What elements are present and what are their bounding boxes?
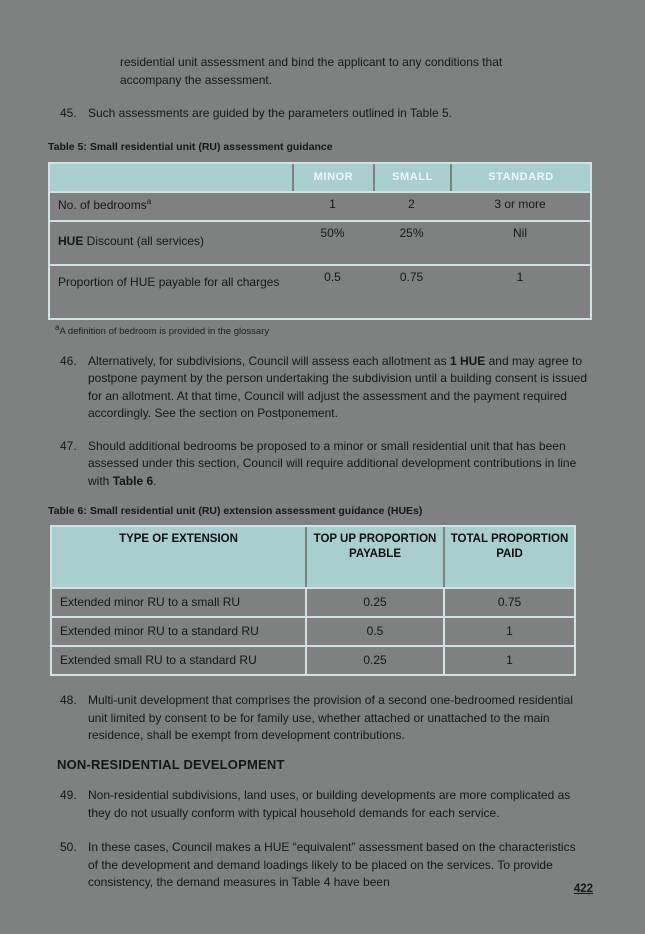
row-label-bold: HUE [58,233,84,248]
table5-header-small: SMALL [373,164,450,191]
table6-header-topup: TOP UP PROPORTION PAYABLE [305,527,443,587]
paragraph-50 [60,839,593,892]
table6-header-total: TOTAL PROPORTION PAID [443,527,574,587]
paragraph-text-pre: Should additional bedrooms be proposed to a minor or small residential unit that has been assessed under this section, Council will require additional development contributions in line with [88,438,577,488]
footnote-marker: a [55,322,60,332]
table5-footnote [55,322,593,338]
footnote-text: A definition of bedroom is provided in the glossary [59,325,270,337]
paragraph-number: 46. [60,353,77,368]
paragraph-49 [60,787,593,822]
section-heading-non-residential: NON-RESIDENTIAL DEVELOPMENT [57,756,285,772]
paragraph-48 [60,692,593,745]
paragraph-text: Such assessments are guided by the parameters outlined in Table 5. [88,106,452,120]
table6-row [52,645,574,674]
paragraph-text: In these cases, Council makes a HUE “equivalent” assessment based on the characteristics of the development and demand loadings likely to be placed on the services. To provide consistency, the demand measures in Table 4 have been [88,840,576,889]
paragraph-number: 49. [60,788,77,802]
cell-value: 0.5 [305,618,443,645]
table6-header-row [52,527,574,587]
table6-row [52,587,574,616]
table5-header-standard: STANDARD [450,164,590,191]
table5-row-bedrooms [50,191,590,220]
row-label: Proportion of HUE payable for all charges [58,274,280,289]
paragraph-text [88,353,588,423]
table5-header-minor: MINOR [292,164,373,191]
cell-value: 0.75 [399,269,424,284]
row-label [50,222,292,264]
cell-value: 1 [329,196,336,211]
paragraph-number: 50. [60,840,77,854]
cell-value: 1 [516,269,524,284]
paragraph-text: Non-residential subdivisions, land uses, or building developments are more complicated as they do not usually conform with typical household demands for each service. [88,788,571,820]
table6 [50,525,576,676]
cell-value: 50% [320,225,345,240]
paragraph-47 [60,438,593,491]
paragraph-number: 47. [60,438,77,453]
cell-value: 0.25 [305,647,443,674]
footnote-marker: a [146,196,152,206]
paragraph-number: 48. [60,693,77,707]
table6-row [52,616,574,645]
table5-header-empty [50,164,292,191]
paragraph-45 [60,105,593,123]
table5-header-row [50,164,590,191]
table6-header-type: TYPE OF EXTENSION [52,527,305,587]
cell-value: 1 [443,647,574,674]
paragraph-text: Multi-unit development that comprises the provision of a second one-bedroomed residential unit limited by consent to be for family use, whether attached or unattached to the main residence, shall be exempt from development contributions. [88,693,573,742]
row-label [50,193,292,220]
paragraph-text-post: . [153,473,157,488]
cell-value: 0.25 [305,589,443,616]
row-label: Extended minor RU to a standard RU [60,624,259,638]
table5-caption: Table 5: Small residential unit (RU) assessment guidance [48,140,333,153]
cell-value: Nil [513,225,527,240]
row-label: Extended small RU to a standard RU [60,653,257,667]
cell-value: 3 or more [494,196,546,211]
table6-caption: Table 6: Small residential unit (RU) extension assessment guidance (HUEs) [48,505,423,517]
paragraph-text-post: and may agree to postpone payment by the person undertaking the subdivision until a building consent is issued for an allotment. At that time, Council will adjust the assessment and the payment required accordingly. See the section on Postponement. [88,353,587,420]
paragraph-text [88,438,588,491]
table5-row-proportion [50,264,590,318]
intro-paragraph: residential unit assessment and bind the applicant to any conditions that accompany the assessment. [120,55,503,87]
table5-row-discount [50,220,590,264]
cell-value: 0.5 [324,269,341,284]
paragraph-text-bold: Table 6 [112,473,154,488]
cell-value: 2 [408,196,415,211]
row-label-text: Discount (all services) [83,233,205,248]
cell-value: 0.75 [443,589,574,616]
page-number: 422 [573,883,593,895]
cell-value: 1 [443,618,574,645]
paragraph-46 [60,353,593,423]
table5 [48,162,592,320]
paragraph-text-bold: 1 HUE [449,353,486,368]
row-label: Extended minor RU to a small RU [60,595,241,609]
paragraph-text-pre: Alternatively, for subdivisions, Council will assess each allotment as [88,353,450,368]
row-label-text: No. of bedrooms [58,197,147,212]
cell-value: 25% [399,225,424,240]
paragraph-number: 45. [60,106,77,120]
